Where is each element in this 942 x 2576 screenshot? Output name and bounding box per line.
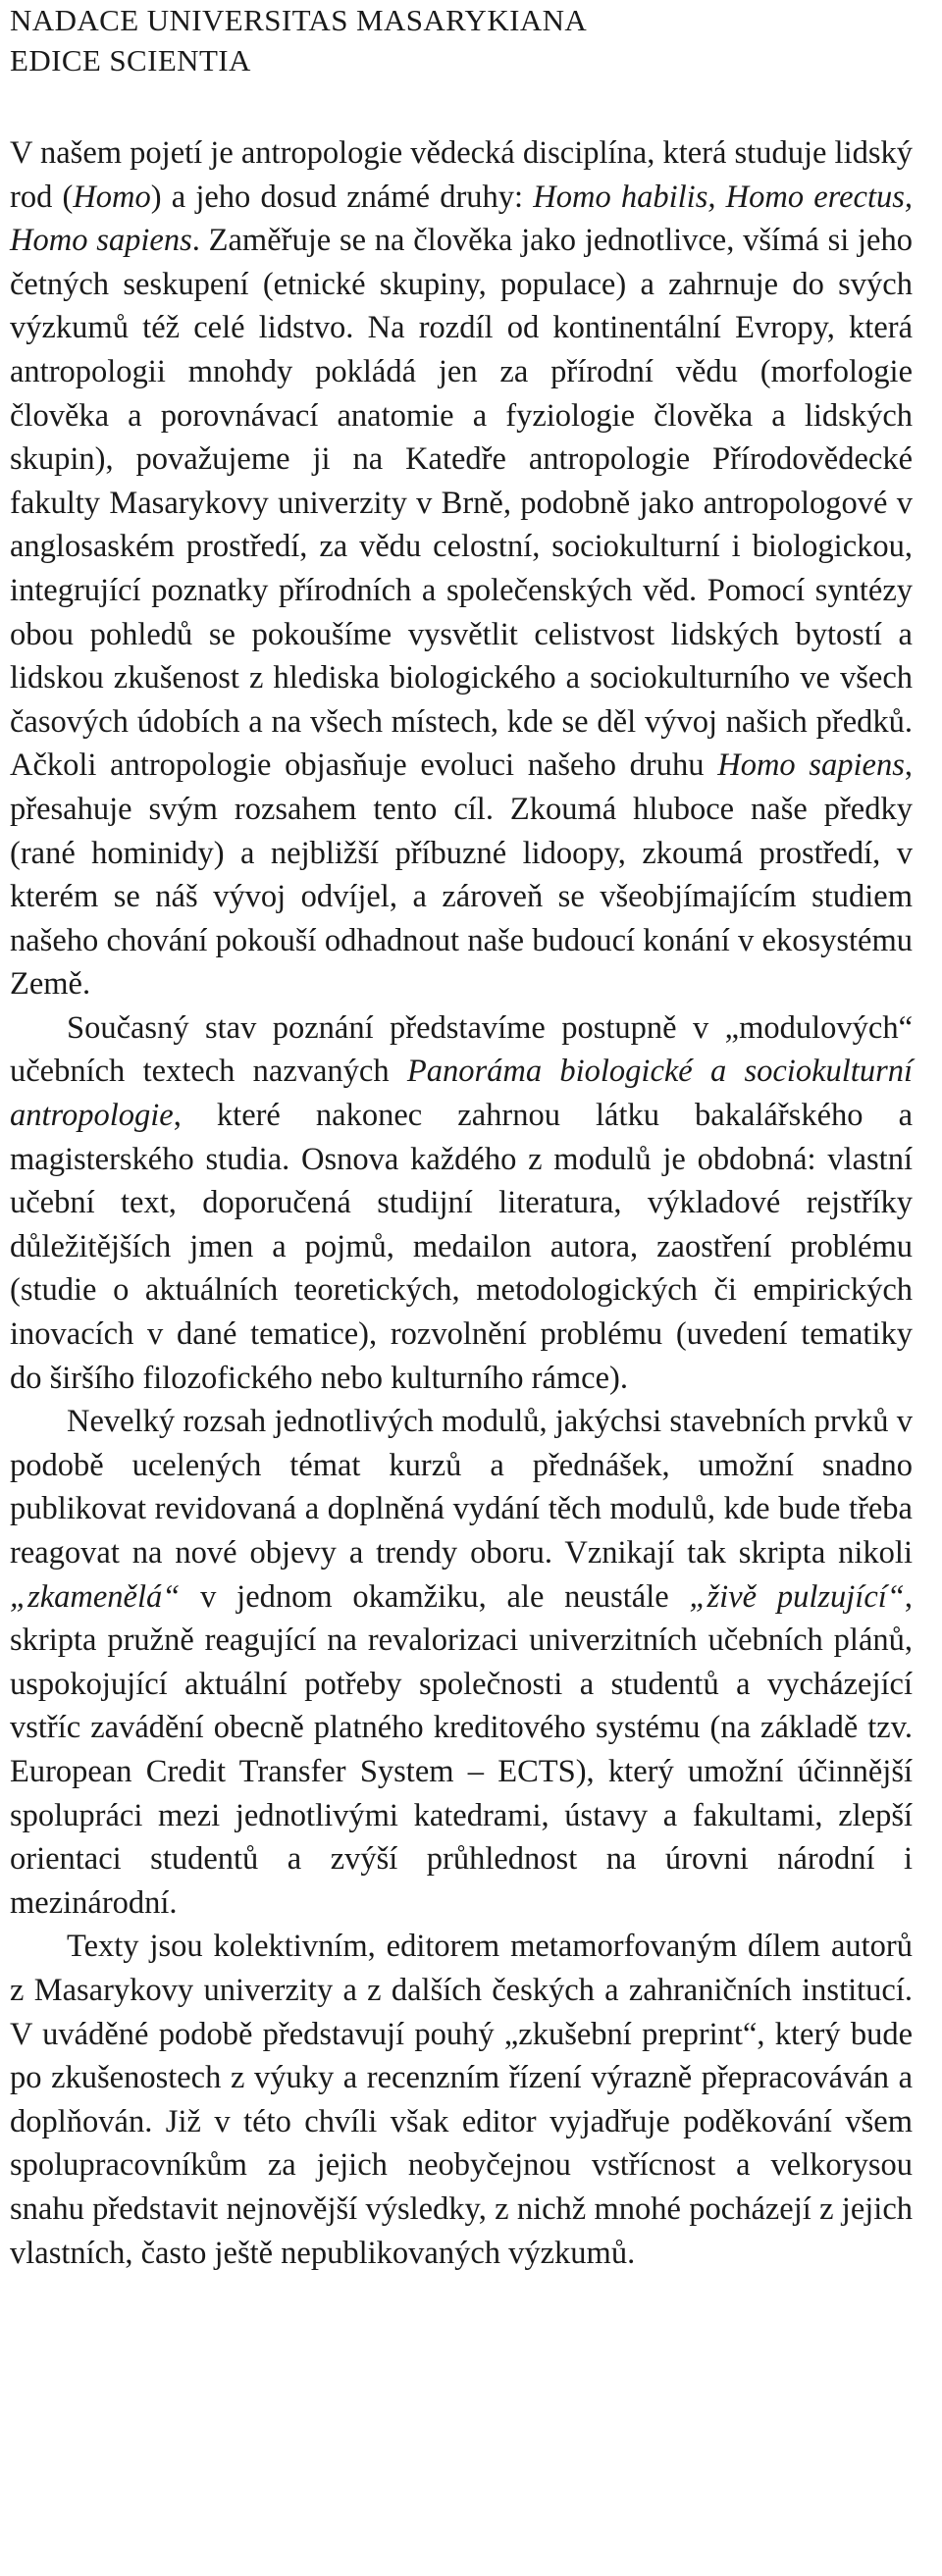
paragraph xyxy=(10,1400,913,1925)
text-run: , přesahuje svým rozsahem tento cíl. Zkoumá hluboce naše předky (rané hominidy) a nejbližší příbuzné lidoopy, zkoumá prostředí, v kterém se náš vývoj odvíjel, a zároveň se všeobjímajícím studiem našeho chování pokouší odhadnout naše budoucí konání v ekosystému Země. xyxy=(10,747,913,1003)
paragraph xyxy=(10,1925,913,2275)
paragraph xyxy=(10,131,913,1006)
text-run: . Zaměřuje se na člověka jako jednotlivce, všímá si jeho četných seskupení (etnické skupiny, populace) a zahrnuje do svých výzkumů též celé lidstvo. Na rozdíl od kontinentální Evropy, která antropologii mnohdy pokládá jen za přírodní vědu (morfologie člověka a porovnávací anatomie a fyziologie člověka a lidských skupin), považujeme ji na Katedře antropologie Přírodovědecké fakulty Masarykovy univerzity v Brně, podobně jako antropologové v anglosaském prostředí, za vědu celostní, sociokulturní i biologickou, integrující poznatky přírodních a společenských věd. Pomocí syntézy obou pohledů se pokoušíme vysvětlit celistvost lidských bytostí a lidskou zkušenost z hlediska biologického a sociokulturního ve všech časových údobích a na všech místech, kde se děl vývoj našich předků. Ačkoli antropologie objasňuje evoluci našeho druhu xyxy=(10,223,913,784)
italic-text: „živě pulzující“ xyxy=(689,1578,905,1615)
paragraph xyxy=(10,1006,913,1400)
italic-text: Panoráma biologické a sociokulturní antropologie xyxy=(10,1054,913,1134)
italic-text: Homo xyxy=(73,179,151,215)
text-run: ) a jeho dosud známé druhy: xyxy=(150,179,534,215)
body-text xyxy=(10,131,913,2275)
text-run: Texty jsou kolektivním, editorem metamorfovaným dílem autorů z Masarykovy univerzity a z dalších českých a zahraničních institucí. V uváděné podobě představují pouhý „zkušební preprint“, který bude po zkušenostech z výuky a recenzním řízení výrazně přepracováván a doplňován. Již v této chvíli však editor vyjadřuje poděkování všem spolupracovníkům za jejich neobyčejnou vstřícnost a velkorysou snahu představit nejnovější výsledky, z nichž mnohé pocházejí z jejich vlastních, často ještě nepublikovaných výzkumů. xyxy=(10,1929,913,2271)
italic-text: Homo sapiens xyxy=(717,747,905,784)
text-run: Nevelký rozsah jednotlivých modulů, jakýchsi stavebních prvků v podobě ucelených témat kurzů a přednášek, umožní snadno publikovat revidovaná a doplněná vydání těch modulů, kde bude třeba reagovat na nové objevy a trendy oboru. Vznikají tak skripta nikoli xyxy=(10,1404,913,1571)
text-run: v jednom okamžiku, ale neustále xyxy=(180,1578,690,1615)
italic-text: „zkamenělá“ xyxy=(10,1578,181,1615)
document-page xyxy=(10,0,913,2275)
text-run: Současný stav poznání představíme postupně v „modulových“ učebních textech nazvaných xyxy=(10,1009,913,1090)
text-run: , které nakonec zahrnou látku bakalářského a magisterského studia. Osnova každého z modulů je obdobná: vlastní učební text, doporučená studijní literatura, výkladové rejstříky důležitějších jmen a pojmů, medailon autora, zaostření problému (studie o aktuálních teoretických, metodologických či empirických inovacích v dané tematice), rozvolnění problému (uvedení tematiky do širšího filozofického nebo kulturního rámce). xyxy=(10,1098,913,1396)
foundation-name: NADACE UNIVERSITAS MASARYKIANA xyxy=(10,3,588,37)
text-run: V našem pojetí je antropologie vědecká disciplína, která studuje lidský rod ( xyxy=(10,135,913,215)
italic-text: Homo habilis, Homo erectus, Homo sapiens xyxy=(10,179,913,259)
text-run: , skripta pružně reagující na revalorizaci univerzitních učebních plánů, uspokojující aktuální potřeby společnosti a studentů a vycházející vstříc zavádění obecně platného kreditového systému (na základě tzv. European Credit Transfer System – ECTS), který umožní účinnější spolupráci mezi jednotlivými katedrami, ústavy a fakultami, zlepší orientaci studentů a zvýší průhlednost na úrovni národní i mezinárodní. xyxy=(10,1578,913,1921)
edition-name: EDICE SCIENTIA xyxy=(10,43,251,77)
publisher-header xyxy=(10,0,913,80)
